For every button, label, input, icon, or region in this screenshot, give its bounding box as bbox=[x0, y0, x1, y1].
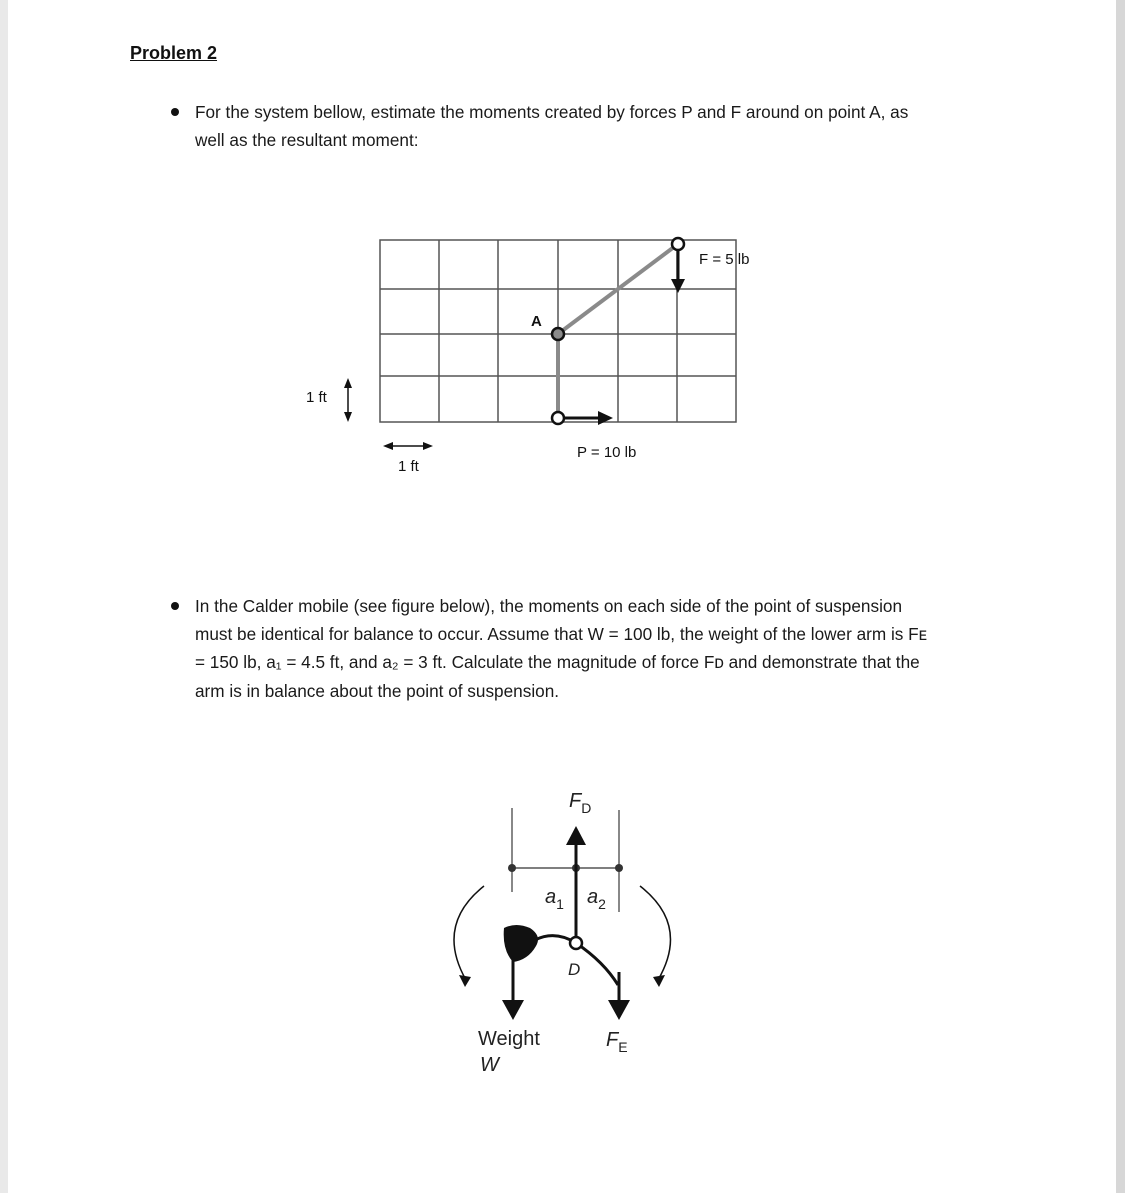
scale-horizontal-label: 1 ft bbox=[398, 458, 419, 475]
problem-statement-1 bbox=[195, 98, 995, 154]
statement-1-line: For the system bellow, estimate the moments created by forces P and F around on point A, as bbox=[195, 102, 909, 122]
force-p-label: P = 10 lb bbox=[577, 444, 637, 461]
point-a-label: A bbox=[531, 313, 542, 330]
weight-label: Weight bbox=[478, 1028, 540, 1050]
statement-2-line: In the Calder mobile (see figure below), the moments on each side of the point of suspension bbox=[195, 596, 903, 616]
fd-main: F bbox=[569, 790, 582, 812]
bullet-1 bbox=[171, 108, 179, 116]
point-d-label: D bbox=[568, 960, 581, 979]
statement-2-line: arm is in balance about the point of suspension. bbox=[195, 680, 560, 701]
force-f-label: F = 5 lb bbox=[699, 251, 750, 268]
scale-vertical-label: 1 ft bbox=[306, 389, 327, 406]
a1-sub: 1 bbox=[556, 896, 564, 912]
page-edge bbox=[1116, 0, 1125, 1193]
fe-sub: E bbox=[618, 1039, 628, 1055]
statement-2-line: must be identical for balance to occur. Assume that W = 100 lb, the weight of the lower arm is Fᴇ bbox=[195, 624, 928, 645]
a2-sub: 2 bbox=[598, 896, 606, 912]
bullet-2 bbox=[171, 602, 179, 610]
statement-1-line: well as the resultant moment: bbox=[195, 130, 419, 151]
fe-main: F bbox=[606, 1029, 619, 1051]
problem-statement-2 bbox=[195, 592, 995, 705]
a1-main: a bbox=[545, 886, 557, 908]
statement-2-line: = 150 lb, a₁ = 4.5 ft, and a₂ = 3 ft. Calculate the magnitude of force Fᴅ and demonstrate that the bbox=[195, 652, 920, 673]
problem-heading: Problem 2 bbox=[130, 43, 218, 63]
w-label: W bbox=[480, 1054, 499, 1076]
fd-sub: D bbox=[581, 800, 592, 816]
a2-main: a bbox=[587, 886, 599, 908]
